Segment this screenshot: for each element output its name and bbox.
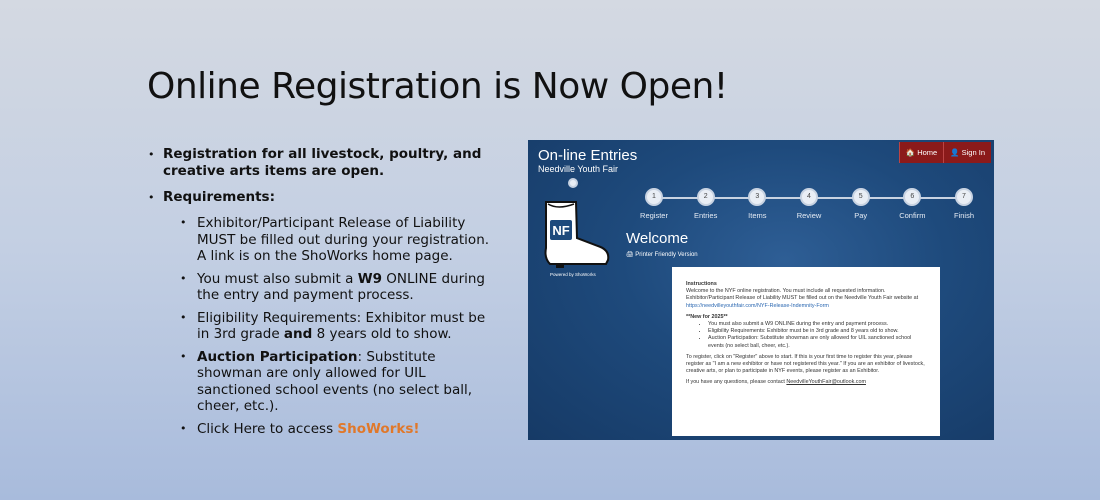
text-segment: Click Here to access xyxy=(197,420,338,437)
text-segment: : Substitute showman are only allowed for UIL sanctioned school events (no select ball, cheer, etc.). xyxy=(197,348,473,414)
text-segment: Eligibility Requirements: Exhibitor must be in 3rd grade xyxy=(197,309,486,342)
step-label: Items xyxy=(748,211,767,220)
step-number: 1 xyxy=(645,188,663,206)
step-pay[interactable] xyxy=(841,188,881,220)
step-number: 6 xyxy=(903,188,921,206)
bullet-dot: • xyxy=(180,271,187,285)
text-bold: W9 xyxy=(357,270,382,287)
step-number: 3 xyxy=(748,188,766,206)
step-number: 7 xyxy=(955,188,973,206)
logo-text: NF xyxy=(552,223,570,238)
text-segment: 8 years old to show. xyxy=(312,326,452,342)
list-item: • Auction Participation: Substitute showman are only allowed for UIL sanctioned school events (no select ball, cheer, etc.). xyxy=(708,335,928,349)
step-label: Review xyxy=(796,211,822,220)
home-button[interactable]: 🏠 Home xyxy=(899,142,943,163)
contact-line xyxy=(686,379,928,386)
entries-title: On-line Entries xyxy=(538,147,638,164)
requirements-sublist xyxy=(180,215,493,437)
step-number: 4 xyxy=(800,188,818,206)
instructions-panel xyxy=(672,267,940,436)
bullet-dot: • xyxy=(180,421,187,435)
text-segment: Welcome to the NYF online registration. You must include all requested information. Exhibitor/Participant Release of Liability MUST be filled out on the Needville Youth Fair website at xyxy=(686,288,919,302)
bullet-registration-open xyxy=(148,146,493,180)
requirement-release xyxy=(180,215,493,265)
text-segment: If you have any questions, please contact xyxy=(686,379,787,386)
text-segment: ONLINE during the entry and payment process. xyxy=(197,270,485,303)
step-review[interactable] xyxy=(789,188,829,220)
text-segment: You must also submit a xyxy=(197,270,358,287)
bullet-dot: • xyxy=(180,310,187,324)
start-circle-icon xyxy=(568,178,578,188)
page-title: Online Registration is Now Open! xyxy=(147,66,728,107)
online-entries-screenshot xyxy=(528,140,994,440)
step-finish[interactable] xyxy=(944,188,984,220)
requirement-text xyxy=(197,421,420,438)
register-instructions: To register, click on "Register" above to start. If this is your first time to register this year, please register as "I am a new exhibitor or have not registered this year." If you are an exhibitor of livestock, creative arts, or plan to participate in NYF events, please register as an Exhibitor. xyxy=(686,353,925,375)
step-confirm[interactable] xyxy=(892,188,932,220)
welcome-heading: Welcome xyxy=(626,230,689,247)
text-bold: and xyxy=(283,326,313,342)
entries-subtitle: Needville Youth Fair xyxy=(538,164,619,174)
bullet-dot: • xyxy=(148,148,155,161)
bullet-dot: • xyxy=(180,216,187,229)
list-item: • Eligibility Requirements: Exhibitor must be in 3rd grade and 8 years old to show. xyxy=(708,328,928,335)
sign-in-button[interactable]: 👤 Sign In xyxy=(943,142,991,163)
bullet-dot: • xyxy=(148,191,155,204)
bullet-text: Registration for all livestock, poultry, and creative arts items are open. xyxy=(163,146,482,179)
list-item: • You must also submit a W9 ONLINE during the entry and payment process. xyxy=(708,321,928,328)
step-label: Pay xyxy=(854,211,868,220)
step-label: Register xyxy=(640,211,668,220)
bullet-dot: • xyxy=(180,349,187,363)
instructions-intro xyxy=(686,288,928,310)
release-form-link[interactable]: https://needvilleyouthfair.com/NYF-Release-Indemnity-Form xyxy=(686,302,829,309)
step-label: Confirm xyxy=(899,211,926,220)
top-nav xyxy=(899,142,991,163)
new-for-label: **New for 2025** xyxy=(686,313,728,320)
requirement-showworks-link xyxy=(180,421,493,438)
bullet-requirements xyxy=(148,189,493,206)
requirement-eligibility xyxy=(180,310,493,343)
showworks-link[interactable]: ShoWorks! xyxy=(337,420,420,437)
requirement-w9 xyxy=(180,271,493,304)
printer-friendly-link[interactable]: 🖨 Printer Friendly Version xyxy=(626,252,698,258)
boot-logo-icon xyxy=(536,198,614,270)
instructions-heading: Instructions xyxy=(686,281,717,287)
bullet-text: Requirements: xyxy=(163,189,275,205)
step-items[interactable] xyxy=(737,188,777,220)
requirement-text: Exhibitor/Participant Release of Liability MUST be filled out during your registration. A link is on the ShoWorks home page. xyxy=(197,215,490,264)
text-bold: Auction Participation xyxy=(197,348,358,365)
new-items-list xyxy=(708,321,928,350)
step-register[interactable] xyxy=(634,188,674,220)
step-label: Entries xyxy=(693,211,718,220)
step-entries[interactable] xyxy=(686,188,726,220)
requirement-text xyxy=(197,310,493,343)
progress-steps xyxy=(642,188,976,228)
requirement-text xyxy=(197,271,493,304)
requirement-text xyxy=(197,349,493,415)
contact-email-link[interactable]: NeedvilleYouthFair@outlook.com xyxy=(786,379,866,386)
powered-by-text: Powered by ShoWorks xyxy=(550,272,596,277)
step-label: Finish xyxy=(953,211,974,220)
requirement-auction xyxy=(180,349,493,415)
step-number: 5 xyxy=(852,188,870,206)
step-number: 2 xyxy=(697,188,715,206)
bullet-list xyxy=(148,146,493,443)
